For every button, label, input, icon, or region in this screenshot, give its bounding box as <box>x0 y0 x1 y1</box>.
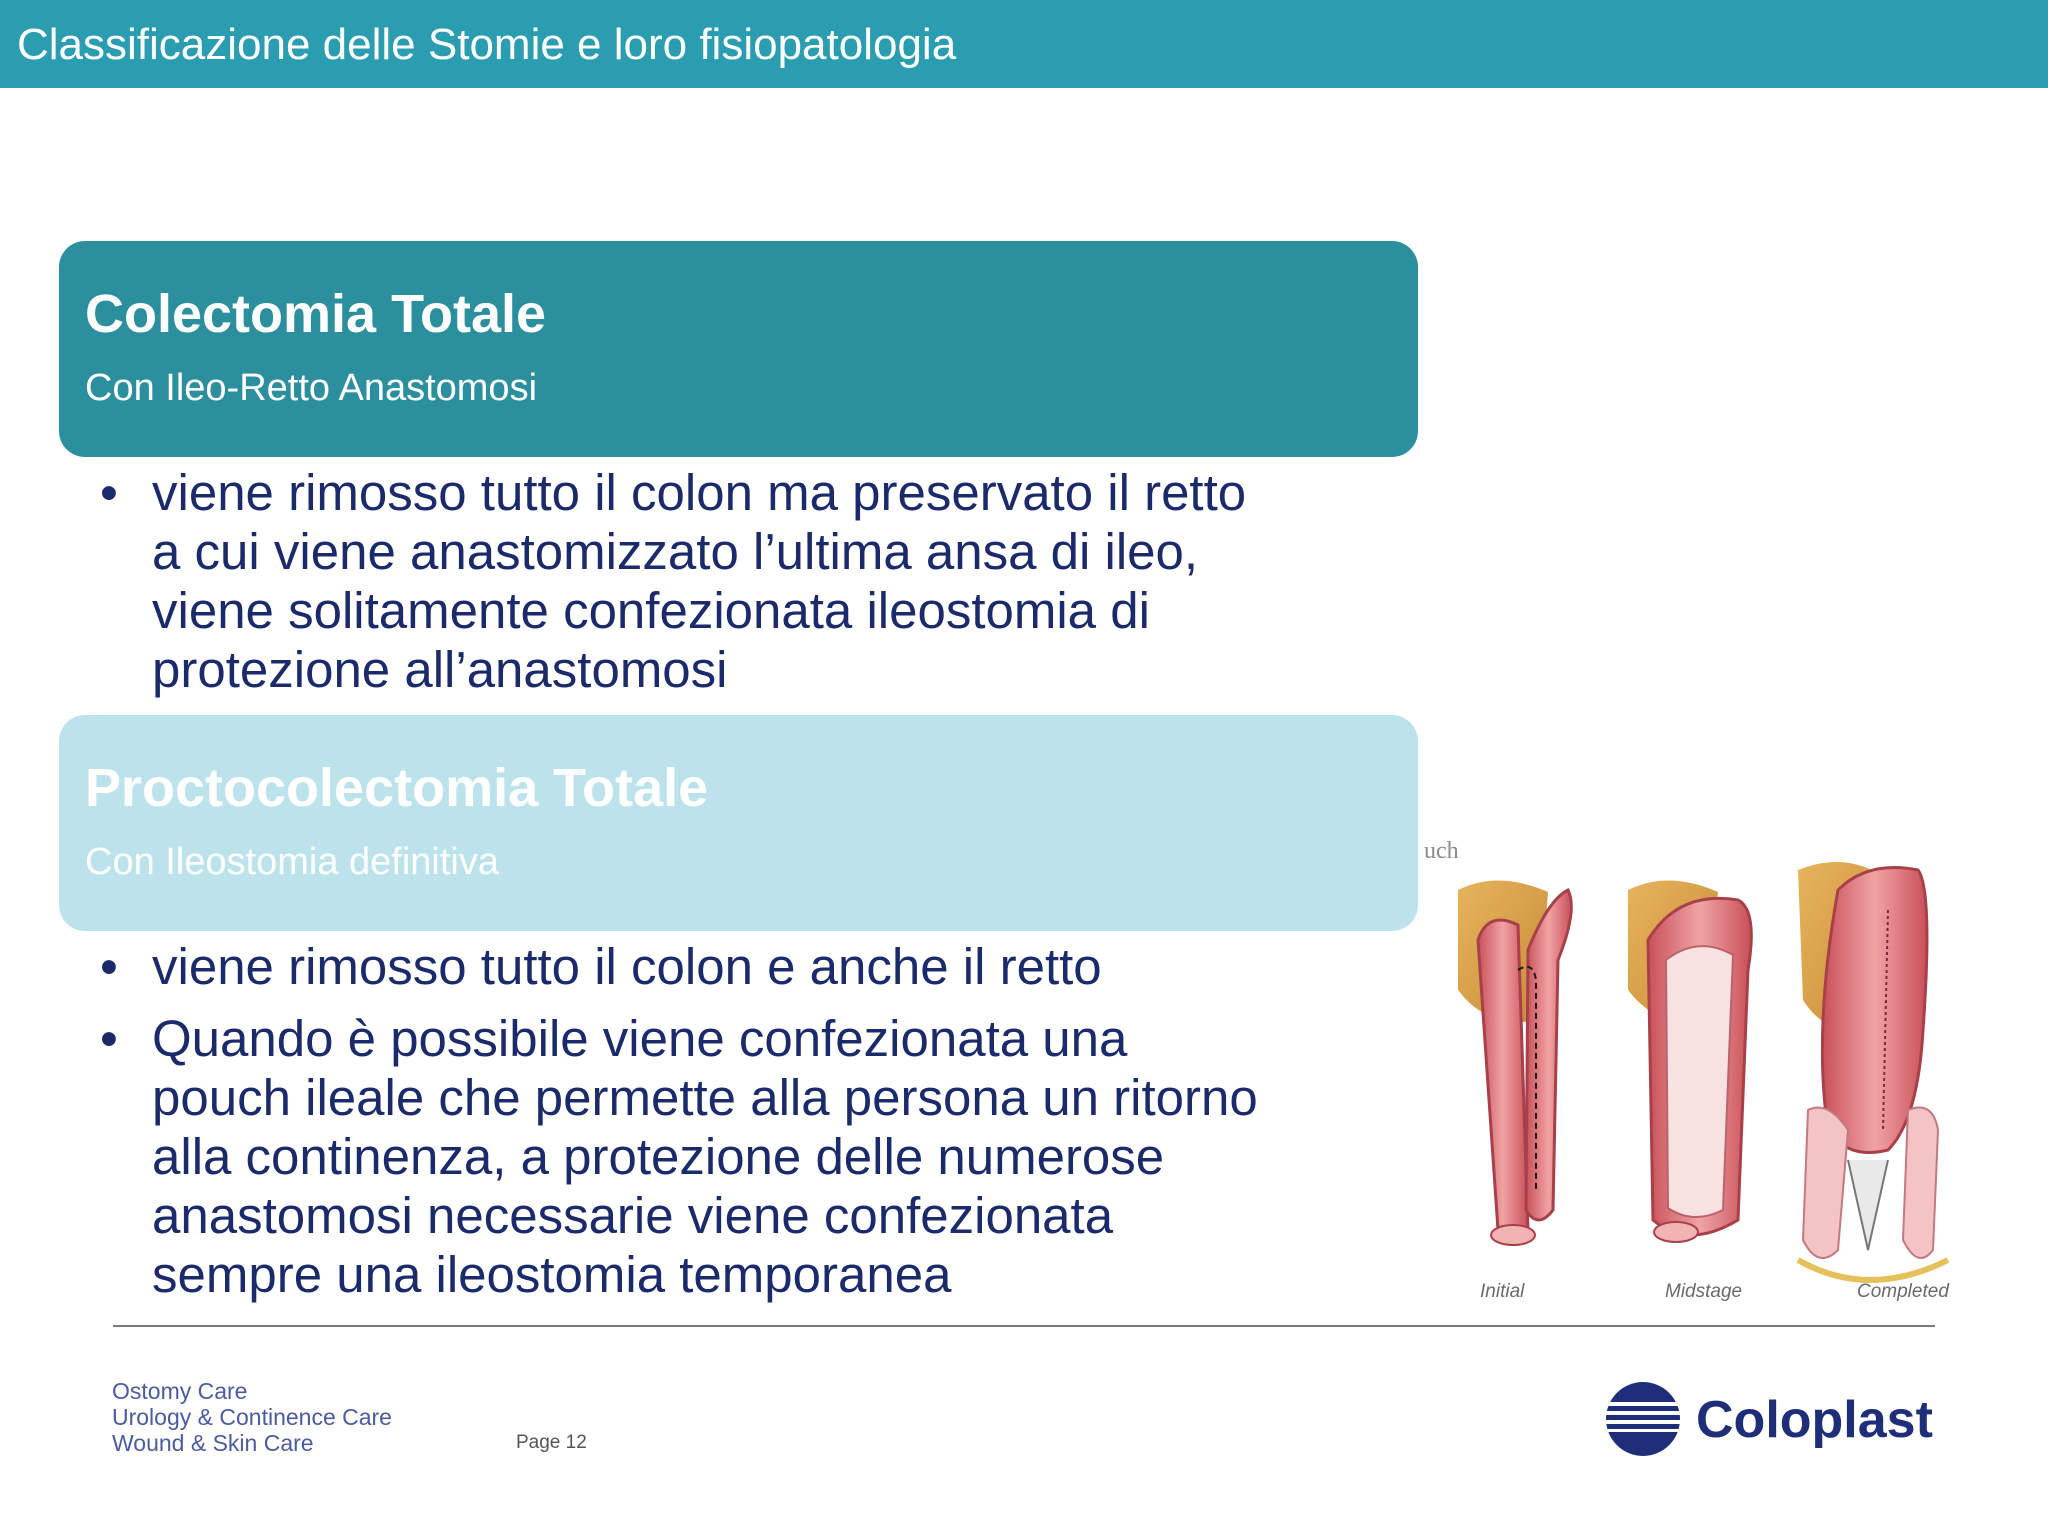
footer-divider <box>113 1325 1935 1327</box>
section-colectomia-panel <box>59 241 1418 457</box>
bullet-line: protezione all’anastomosi <box>152 641 728 698</box>
page-number: Page 12 <box>516 1432 587 1453</box>
figure-caption-completed: Completed <box>1857 1281 1949 1302</box>
brand-name: Coloplast <box>1696 1391 1933 1449</box>
stage-midstage-drawing <box>1628 880 1751 1242</box>
coloplast-logo <box>1604 1378 1944 1458</box>
footer-business-areas <box>112 1378 392 1456</box>
footer-link-urology: Urology & Continence Care <box>112 1404 392 1430</box>
section-colectomia-bullets <box>88 463 1428 712</box>
stage-completed-drawing <box>1798 862 1948 1280</box>
section-heading: Colectomia Totale <box>85 284 547 344</box>
bullet-line: pouch ileale che permette alla persona un ritorno <box>152 1069 1258 1126</box>
bullet-line: viene solitamente confezionata ileostomia di <box>152 582 1150 639</box>
bullet-item <box>88 463 1428 699</box>
section-subheading: Con Ileostomia definitiva <box>85 841 499 883</box>
bullet-line: a cui viene anastomizzato l’ultima ansa di ileo, <box>152 523 1199 580</box>
header-bar <box>0 0 2048 88</box>
stage-initial-drawing <box>1458 880 1571 1245</box>
bullet-line: viene rimosso tutto il colon e anche il retto <box>152 938 1102 995</box>
bullet-line: viene rimosso tutto il colon ma preservato il retto <box>152 464 1247 521</box>
section-proctocolectomia-panel <box>59 715 1418 931</box>
footer-link-wound: Wound & Skin Care <box>112 1430 314 1456</box>
bullet-item <box>88 937 1428 996</box>
bullet-item <box>88 1009 1428 1304</box>
coloplast-logo-icon <box>1604 1380 1682 1458</box>
footer-link-ostomy: Ostomy Care <box>112 1378 248 1404</box>
ileal-pouch-illustration <box>1418 830 2018 1310</box>
figure-caption-initial: Initial <box>1480 1281 1525 1302</box>
section-proctocolectomia-bullets <box>88 937 1428 1317</box>
section-heading: Proctocolectomia Totale <box>85 758 709 818</box>
slide-title: Classificazione delle Stomie e loro fisiopatologia <box>17 20 957 69</box>
figure-cropped-label: uch <box>1424 838 1459 864</box>
figure-caption-midstage: Midstage <box>1665 1281 1743 1302</box>
bullet-line: Quando è possibile viene confezionata una <box>152 1010 1128 1067</box>
bullet-icon: • <box>100 938 118 995</box>
bullet-line: sempre una ileostomia temporanea <box>152 1246 952 1303</box>
bullet-icon: • <box>100 464 118 521</box>
bullet-line: anastomosi necessarie viene confezionata <box>152 1187 1114 1244</box>
section-subheading: Con Ileo-Retto Anastomosi <box>85 367 538 409</box>
bullet-line: alla continenza, a protezione delle numerose <box>152 1128 1165 1185</box>
bullet-icon: • <box>100 1010 118 1067</box>
